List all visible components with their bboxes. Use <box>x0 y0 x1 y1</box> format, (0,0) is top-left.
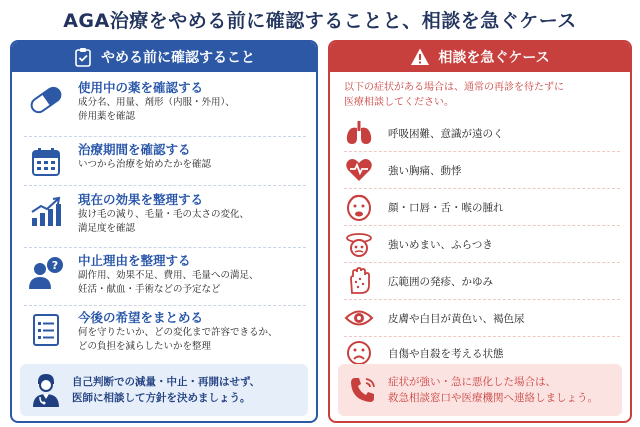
svg-text:?: ? <box>51 259 59 272</box>
divider <box>344 336 620 337</box>
left-footer-line: 医師に相談して方針を決めましょう。 <box>72 392 251 404</box>
right-footer-line: 症状が強い・急に悪化した場合は、 <box>388 376 556 388</box>
divider <box>344 225 620 226</box>
item-heading: 中止理由を整理する <box>78 253 191 268</box>
lungs-icon <box>345 120 373 146</box>
symptom-item <box>342 118 622 148</box>
item-description: 抜け毛の減り、毛量・毛の太さの変化、 <box>78 209 250 220</box>
warning-icon <box>410 47 430 67</box>
urgent-consultation-panel <box>328 40 632 423</box>
urgent-intro <box>344 80 620 110</box>
eye-icon <box>344 307 374 329</box>
divider <box>344 151 620 152</box>
symptom-text: 広範囲の発疹、かゆみ <box>388 275 493 288</box>
check-item <box>22 80 308 124</box>
dizziness-icon <box>344 230 374 258</box>
page-title: AGA治療をやめる前に確認することと、相談を急ぐケース <box>63 10 577 32</box>
symptom-text: 自傷や自殺を考える状態 <box>388 347 504 360</box>
pill-capsule-icon <box>26 84 66 116</box>
item-description: 何を守りたいか、どの変化まで許容できるか、 <box>78 327 278 338</box>
doctor-icon <box>30 372 62 408</box>
item-description: 併用薬を確認 <box>78 111 136 122</box>
left-footer-note <box>20 364 308 416</box>
left-footer-line: 自己判断での減量・中止・再開はせず、 <box>72 376 261 388</box>
calendar-icon <box>30 146 62 178</box>
item-heading: 治療期間を確認する <box>78 142 191 157</box>
symptom-text: 強いめまい、ふらつき <box>388 238 493 251</box>
symptom-item <box>342 192 622 222</box>
check-item <box>22 142 308 182</box>
check-before-stopping-panel <box>10 40 318 423</box>
item-description: 満足度を確認 <box>78 223 136 234</box>
swollen-face-icon <box>345 193 373 221</box>
check-item <box>22 253 308 297</box>
item-description: 副作用、効果不足、費用、毛量への満足、 <box>78 270 259 281</box>
symptom-item <box>342 229 622 259</box>
left-panel-title: やめる前に確認すること <box>101 50 255 66</box>
item-description: どの負担を減らしたいかを整理 <box>78 341 212 352</box>
symptom-text: 呼吸困難、意識が遠のく <box>388 127 504 140</box>
divider <box>24 136 306 137</box>
item-description: 妊活・献血・手術などの予定など <box>78 284 221 295</box>
phone-icon <box>348 375 378 405</box>
right-panel-header <box>330 42 630 72</box>
growth-chart-icon <box>29 196 63 228</box>
heart-pulse-icon <box>345 157 373 183</box>
divider <box>344 262 620 263</box>
right-footer-line: 救急相談窓口や医療機関へ連絡しましょう。 <box>388 392 598 404</box>
checklist-icon <box>31 313 61 347</box>
divider <box>344 299 620 300</box>
item-description: 成分名、用量、剤形（内服・外用）、 <box>78 97 235 108</box>
right-footer-note <box>338 364 622 416</box>
check-item <box>22 192 308 236</box>
check-item <box>22 310 308 354</box>
symptom-item <box>342 266 622 296</box>
divider <box>24 247 306 248</box>
itchy-hand-icon <box>346 267 372 295</box>
symptom-text: 皮膚や白目が黄色い、褐色尿 <box>388 312 525 325</box>
divider <box>24 305 306 306</box>
symptom-item <box>342 303 622 333</box>
person-question-icon <box>28 256 64 290</box>
symptom-item <box>342 155 622 185</box>
clipboard-check-icon <box>73 47 93 67</box>
right-panel-title: 相談を急ぐケース <box>438 50 550 66</box>
sad-face-icon <box>346 340 372 366</box>
divider <box>344 188 620 189</box>
intro-line: 医療相談してください。 <box>344 97 454 108</box>
symptom-text: 強い胸痛、動悸 <box>388 164 462 177</box>
item-description: いつから治療を始めたかを確認 <box>78 159 212 170</box>
symptom-text: 顔・口唇・舌・喉の腫れ <box>388 201 504 214</box>
intro-line: 以下の症状がある場合は、通常の再診を待たずに <box>344 82 564 93</box>
item-heading: 今後の希望をまとめる <box>78 310 204 325</box>
left-panel-header <box>12 42 316 72</box>
item-heading: 現在の効果を整理する <box>78 192 204 207</box>
divider <box>24 185 306 186</box>
item-heading: 使用中の薬を確認する <box>78 80 204 95</box>
